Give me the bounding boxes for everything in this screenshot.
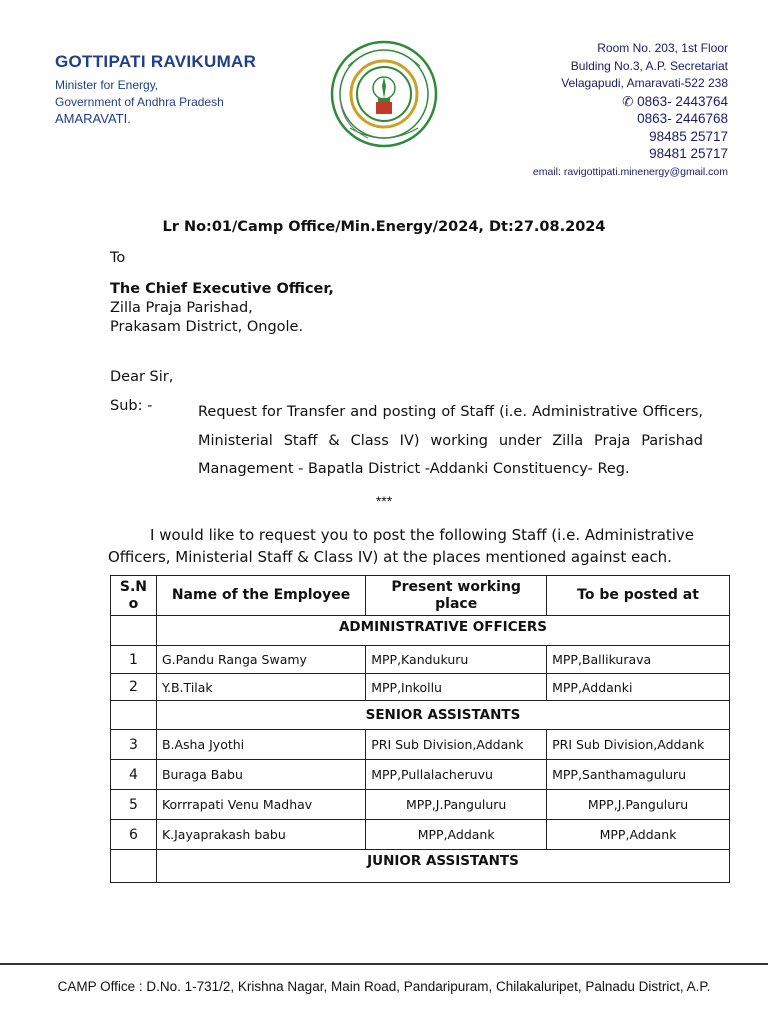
- request-paragraph-line-1: I would like to request you to post the following Staff (i.e. Administrative: [150, 526, 695, 544]
- cell-posted: MPP,Santhamaguluru: [547, 760, 730, 790]
- section-title: ADMINISTRATIVE OFFICERS: [156, 616, 729, 646]
- cell-present: PRI Sub Division,Addank: [366, 730, 547, 760]
- section-title: SENIOR ASSISTANTS: [156, 701, 729, 730]
- request-paragraph-line-2: Officers, Ministerial Staff & Class IV) at the places mentioned against each.: [108, 548, 672, 566]
- phone-3: 98485 25717: [649, 128, 728, 144]
- table-row: [111, 730, 730, 760]
- cell-posted: MPP,Ballikurava: [547, 646, 730, 674]
- header-employee-name: Name of the Employee: [156, 576, 365, 616]
- office-address-block: [533, 40, 728, 181]
- header-sno: S.N o: [111, 576, 157, 616]
- phone-1-row: [533, 93, 728, 111]
- cell-sno: 6: [111, 820, 157, 850]
- addressee-title: The Chief Executive Officer,: [110, 281, 334, 297]
- section-spacer: [111, 701, 157, 730]
- cell-present: MPP,Kandukuru: [366, 646, 547, 674]
- section-title: JUNIOR ASSISTANTS: [156, 850, 729, 883]
- table-row: [111, 820, 730, 850]
- cell-name: K.Jayaprakash babu: [156, 820, 365, 850]
- cell-present: MPP,Addank: [366, 820, 547, 850]
- government-name: Government of Andhra Pradesh: [55, 95, 224, 109]
- minister-name: GOTTIPATI RAVIKUMAR: [55, 52, 257, 71]
- address-line-2: Bulding No.3, A.P. Secretariat: [570, 58, 728, 73]
- cell-name: Y.B.Tilak: [156, 674, 365, 701]
- section-row-administrative-officers: [111, 616, 730, 646]
- to-label: To: [110, 250, 126, 266]
- cell-name: B.Asha Jyothi: [156, 730, 365, 760]
- cell-sno: 2: [111, 674, 157, 701]
- cell-posted: MPP,J.Panguluru: [547, 790, 730, 820]
- city-name: AMARAVATI.: [55, 111, 131, 126]
- cell-posted: MPP,Addank: [547, 820, 730, 850]
- addressee-line-3: Prakasam District, Ongole.: [110, 319, 304, 335]
- cell-sno: 5: [111, 790, 157, 820]
- table-row: [111, 646, 730, 674]
- camp-office-footer: CAMP Office : D.No. 1-731/2, Krishna Nagar, Main Road, Pandaripuram, Chilakaluripet, Palnadu District, A.P.: [57, 979, 711, 994]
- subject-label: Sub: -: [110, 398, 153, 414]
- letter-reference: Lr No:01/Camp Office/Min.Energy/2024, Dt:27.08.2024: [162, 219, 606, 235]
- table-row: [111, 790, 730, 820]
- cell-posted: MPP,Addanki: [547, 674, 730, 701]
- cell-posted: PRI Sub Division,Addank: [547, 730, 730, 760]
- separator-stars: ***: [375, 493, 393, 509]
- section-row-senior-assistants: [111, 701, 730, 730]
- cell-name: Korrrapati Venu Madhav: [156, 790, 365, 820]
- header-posted-at: To be posted at: [547, 576, 730, 616]
- cell-name: Buraga Babu: [156, 760, 365, 790]
- cell-sno: 3: [111, 730, 157, 760]
- phone-4: 98481 25717: [649, 146, 728, 161]
- cell-name: G.Pandu Ranga Swamy: [156, 646, 365, 674]
- phone-icon: ✆: [622, 93, 634, 109]
- footer-divider: [0, 963, 768, 965]
- section-spacer: [111, 616, 157, 646]
- state-emblem-seal: [328, 36, 440, 161]
- table-row: [111, 760, 730, 790]
- staff-transfer-table: [110, 575, 730, 883]
- cell-present: MPP,J.Panguluru: [366, 790, 547, 820]
- subject-text: Request for Transfer and posting of Staff (i.e. Administrative Officers, Ministerial Staff & Class IV) working under Zilla Praja Parishad Management - Bapatla District -Addanki Constituency- Reg.: [198, 404, 703, 477]
- section-spacer: [111, 850, 157, 883]
- table-row: [111, 674, 730, 701]
- section-row-junior-assistants: [111, 850, 730, 883]
- cell-present: MPP,Inkollu: [366, 674, 547, 701]
- phone-1: 0863- 2443764: [637, 93, 728, 109]
- table-header-row: [111, 576, 730, 616]
- cell-present: MPP,Pullalacheruvu: [366, 760, 547, 790]
- minister-designation: Minister for Energy,: [55, 78, 159, 92]
- salutation: Dear Sir,: [110, 369, 174, 385]
- address-line-3: Velagapudi, Amaravati-522 238: [561, 76, 728, 90]
- cell-sno: 1: [111, 646, 157, 674]
- email-line: email: ravigottipati.minenergy@gmail.com: [532, 165, 728, 178]
- phone-2: 0863- 2446768: [637, 111, 728, 126]
- addressee-line-2: Zilla Praja Parishad,: [110, 300, 253, 316]
- cell-sno: 4: [111, 760, 157, 790]
- address-line-1: Room No. 203, 1st Floor: [597, 41, 728, 55]
- header-present-place: Present working place: [366, 576, 547, 616]
